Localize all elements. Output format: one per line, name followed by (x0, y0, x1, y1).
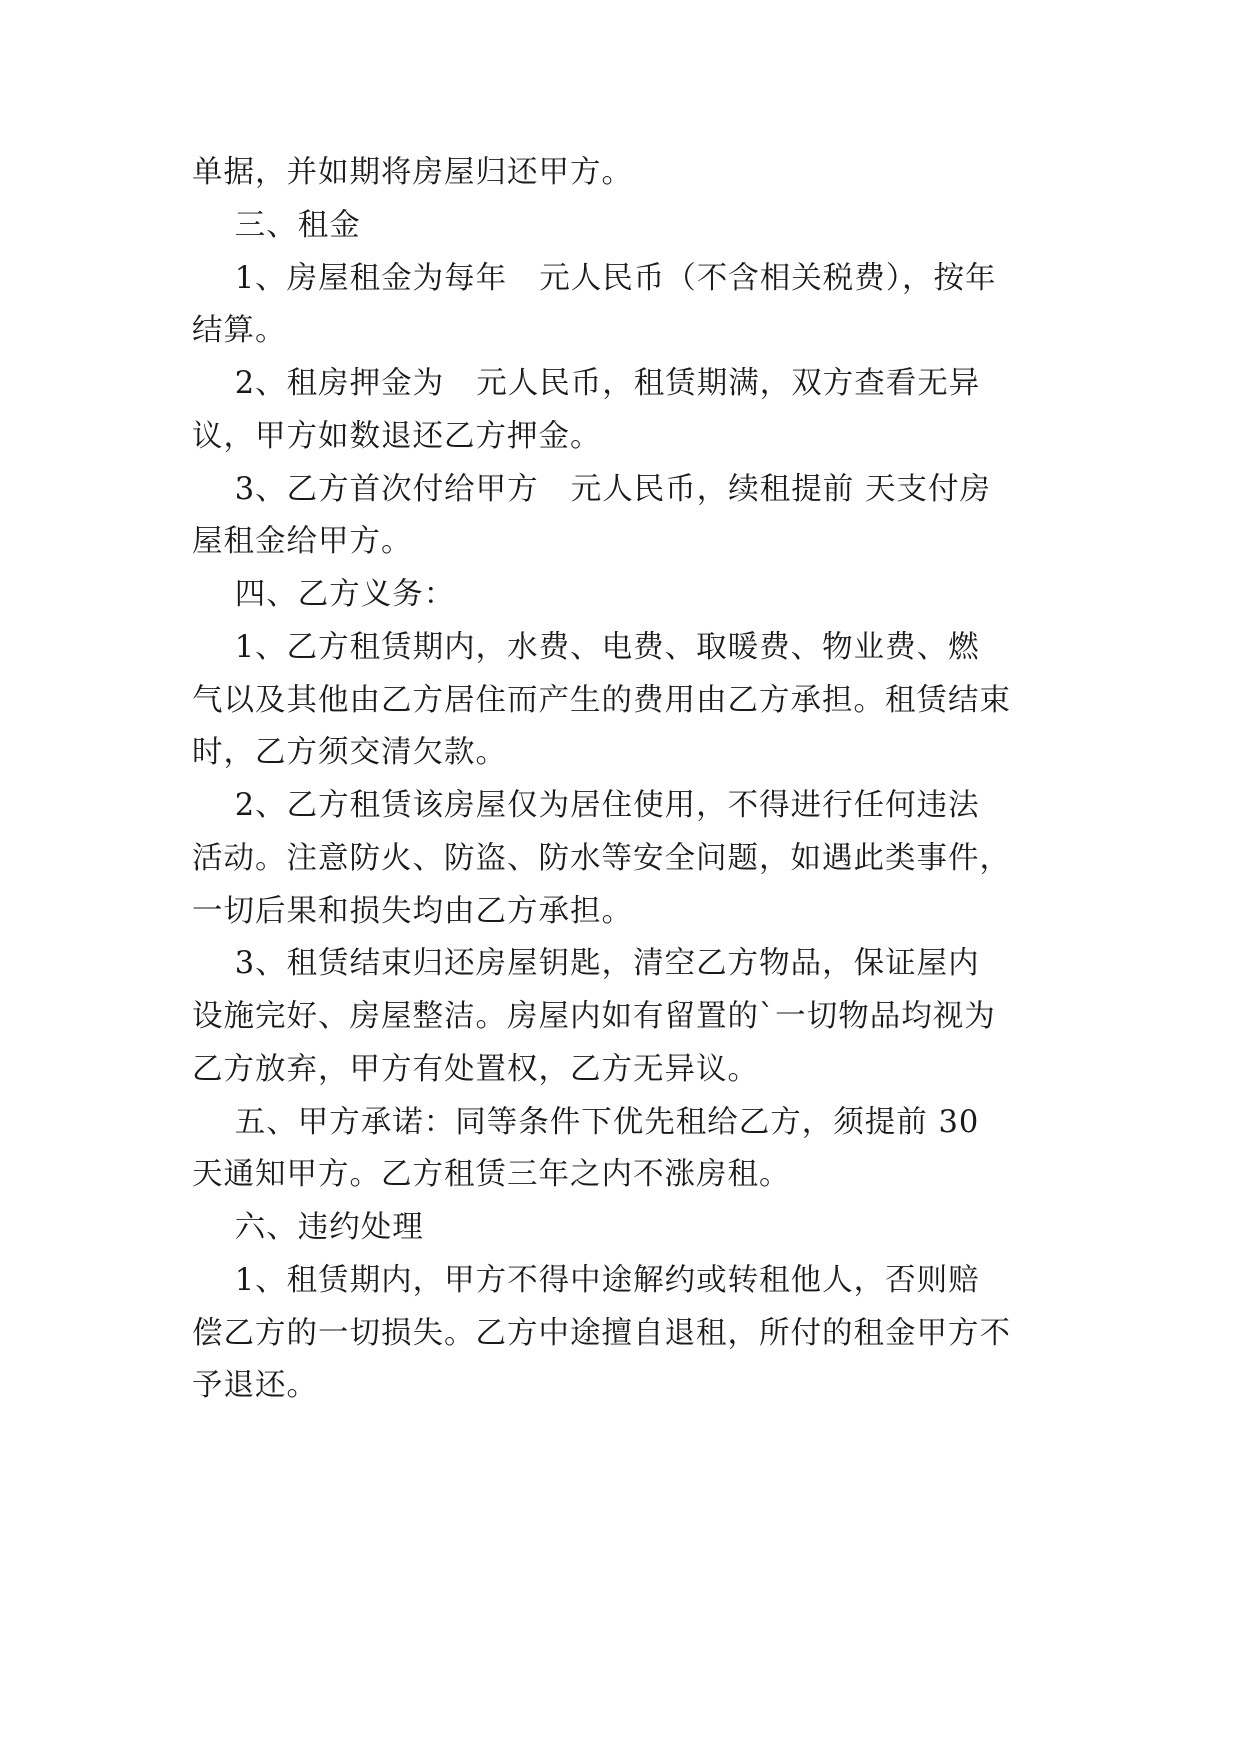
section-heading-breach: 六、违约处理 (192, 1210, 424, 1245)
text-line: 1、房屋租金为每年 元人民币（不含相关税费），按年 (192, 261, 997, 296)
text-line: 乙方放弃，甲方有处置权，乙方无异议。 (192, 1052, 759, 1087)
text-line: 3、租赁结束归还房屋钥匙，清空乙方物品，保证屋内 (192, 946, 980, 981)
text-line: 1、租赁期内，甲方不得中途解约或转租他人，否则赔 (192, 1263, 980, 1298)
text-line: 3、乙方首次付给甲方 元人民币，续租提前 天支付房 (192, 472, 991, 507)
section-heading-rent: 三、租金 (192, 208, 361, 243)
text-line: 议，甲方如数退还乙方押金。 (192, 419, 602, 454)
text-line: 屋租金给甲方。 (192, 524, 413, 559)
section-heading-promise: 五、甲方承诺：同等条件下优先租给乙方，须提前 30 (192, 1105, 980, 1140)
text-line: 1、乙方租赁期内，水费、电费、取暖费、物业费、燃 (192, 630, 980, 665)
text-line: 天通知甲方。乙方租赁三年之内不涨房租。 (192, 1157, 791, 1192)
text-line: 设施完好、房屋整洁。房屋内如有留置的`一切物品均视为 (192, 999, 996, 1034)
text-line: 予退还。 (192, 1368, 318, 1403)
section-heading-obligations: 四、乙方义务： (192, 577, 456, 612)
text-line: 活动。注意防火、防盗、防水等安全问题，如遇此类事件， (192, 841, 1011, 876)
text-line: 单据，并如期将房屋归还甲方。 (192, 155, 633, 190)
text-line: 气以及其他由乙方居住而产生的费用由乙方承担。租赁结束 (192, 683, 1011, 718)
text-line: 2、乙方租赁该房屋仅为居住使用，不得进行任何违法 (192, 788, 980, 823)
text-line: 结算。 (192, 313, 287, 348)
text-line: 一切后果和损失均由乙方承担。 (192, 894, 633, 929)
text-line: 2、租房押金为 元人民币，租赁期满，双方查看无异 (192, 366, 981, 401)
text-line: 偿乙方的一切损失。乙方中途擅自退租，所付的租金甲方不 (192, 1316, 1011, 1351)
text-line: 时，乙方须交清欠款。 (192, 735, 507, 770)
